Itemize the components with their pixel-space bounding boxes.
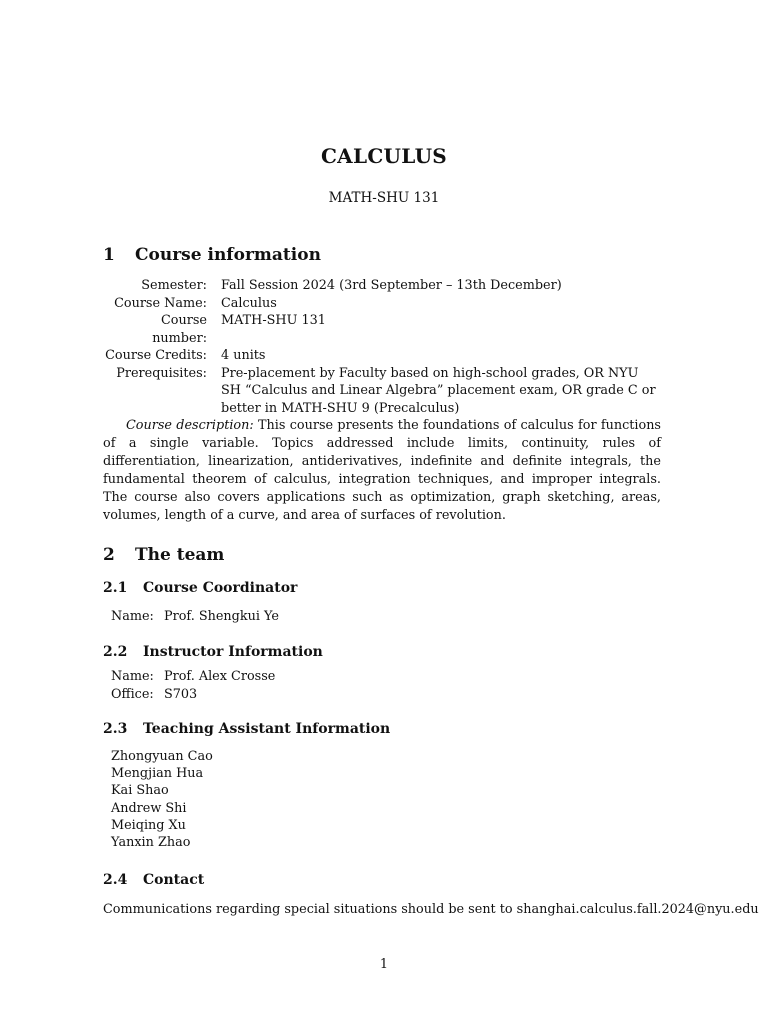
subsection-number: 2.1 bbox=[103, 580, 128, 596]
subsection-heading-teaching-assistants bbox=[103, 721, 390, 737]
coordinator-info bbox=[111, 608, 279, 626]
section-number: 2 bbox=[103, 545, 115, 565]
info-key: Course Name: bbox=[114, 295, 207, 311]
contact-text: Communications regarding special situations should be sent to shanghai.calculus.fall.2024@nyu.edu bbox=[103, 902, 759, 917]
page-number: 1 bbox=[379, 957, 389, 972]
office-value: S703 bbox=[164, 686, 198, 702]
info-value: Fall Session 2024 (3rd September – 13th December) bbox=[221, 278, 562, 293]
course-description-label: Course description: bbox=[126, 418, 254, 433]
subsection-heading-course-coordinator bbox=[103, 580, 297, 596]
course-description bbox=[103, 417, 661, 525]
info-value: 4 units bbox=[221, 348, 266, 363]
info-key: Course Credits: bbox=[105, 348, 207, 363]
course-info-table bbox=[103, 277, 663, 417]
section-title: Course information bbox=[135, 245, 321, 265]
instructor-name-row bbox=[111, 668, 275, 686]
document-title: CALCULUS bbox=[320, 144, 448, 168]
subsection-number: 2.2 bbox=[103, 644, 128, 660]
info-key: Semester: bbox=[141, 278, 207, 293]
list-item: Yanxin Zhao bbox=[111, 835, 191, 851]
info-row-prerequisites bbox=[103, 365, 663, 418]
teaching-assistant-list bbox=[111, 748, 213, 851]
instructor-office-row bbox=[111, 686, 275, 704]
document-subtitle: MATH-SHU 131 bbox=[328, 190, 440, 206]
info-value: MATH-SHU 131 bbox=[221, 313, 326, 328]
coordinator-name-row bbox=[111, 608, 279, 626]
list-item: Mengjian Hua bbox=[111, 766, 204, 782]
info-key: Prerequisites: bbox=[116, 365, 207, 381]
subsection-number: 2.4 bbox=[103, 872, 128, 888]
list-item: Zhongyuan Cao bbox=[111, 749, 213, 764]
subsection-number: 2.3 bbox=[103, 721, 128, 737]
info-row-semester bbox=[103, 277, 663, 295]
subsection-heading-contact bbox=[103, 872, 204, 888]
info-key: Course number: bbox=[152, 313, 207, 346]
list-item: Kai Shao bbox=[111, 783, 169, 799]
instructor-info bbox=[111, 668, 275, 703]
section-heading-the-team bbox=[103, 545, 224, 565]
section-heading-course-information bbox=[103, 245, 321, 265]
office-key: Office: bbox=[111, 686, 154, 702]
subsection-title: Course Coordinator bbox=[143, 580, 298, 596]
info-row-course-name bbox=[103, 295, 663, 313]
info-row-course-credits bbox=[103, 347, 663, 365]
subsection-title: Teaching Assistant Information bbox=[143, 721, 391, 737]
subsection-title: Instructor Information bbox=[143, 644, 323, 660]
info-value: Pre-placement by Faculty based on high-school grades, OR NYU SH “Calculus and Linear Algebra” placement exam, OR grade C or better in MATH-SHU 9 (Precalculus) bbox=[221, 365, 656, 416]
name-key: Name: bbox=[111, 609, 154, 624]
info-row-course-number bbox=[103, 312, 663, 347]
list-item: Andrew Shi bbox=[111, 800, 187, 816]
subsection-title: Contact bbox=[143, 872, 205, 888]
info-value: Calculus bbox=[221, 295, 277, 311]
name-value: Prof. Shengkui Ye bbox=[164, 609, 279, 624]
section-number: 1 bbox=[103, 245, 115, 265]
subsection-heading-instructor-information bbox=[103, 644, 323, 660]
section-title: The team bbox=[135, 545, 225, 565]
name-key: Name: bbox=[111, 669, 154, 684]
name-value: Prof. Alex Crosse bbox=[164, 669, 276, 684]
list-item: Meiqing Xu bbox=[111, 817, 186, 833]
course-description-text: This course presents the foundations of calculus for functions of a single variable. Topics addressed include limits, continuity, rules of differentiation, linearization, antiderivatives, indefinite and definite integrals, the fundamental theorem of calculus, integration techniques, and improper integrals. The course also covers applications such as optimization, graph sketching, areas, volumes, length of a curve, and area of surfaces of revolution. bbox=[103, 418, 661, 523]
